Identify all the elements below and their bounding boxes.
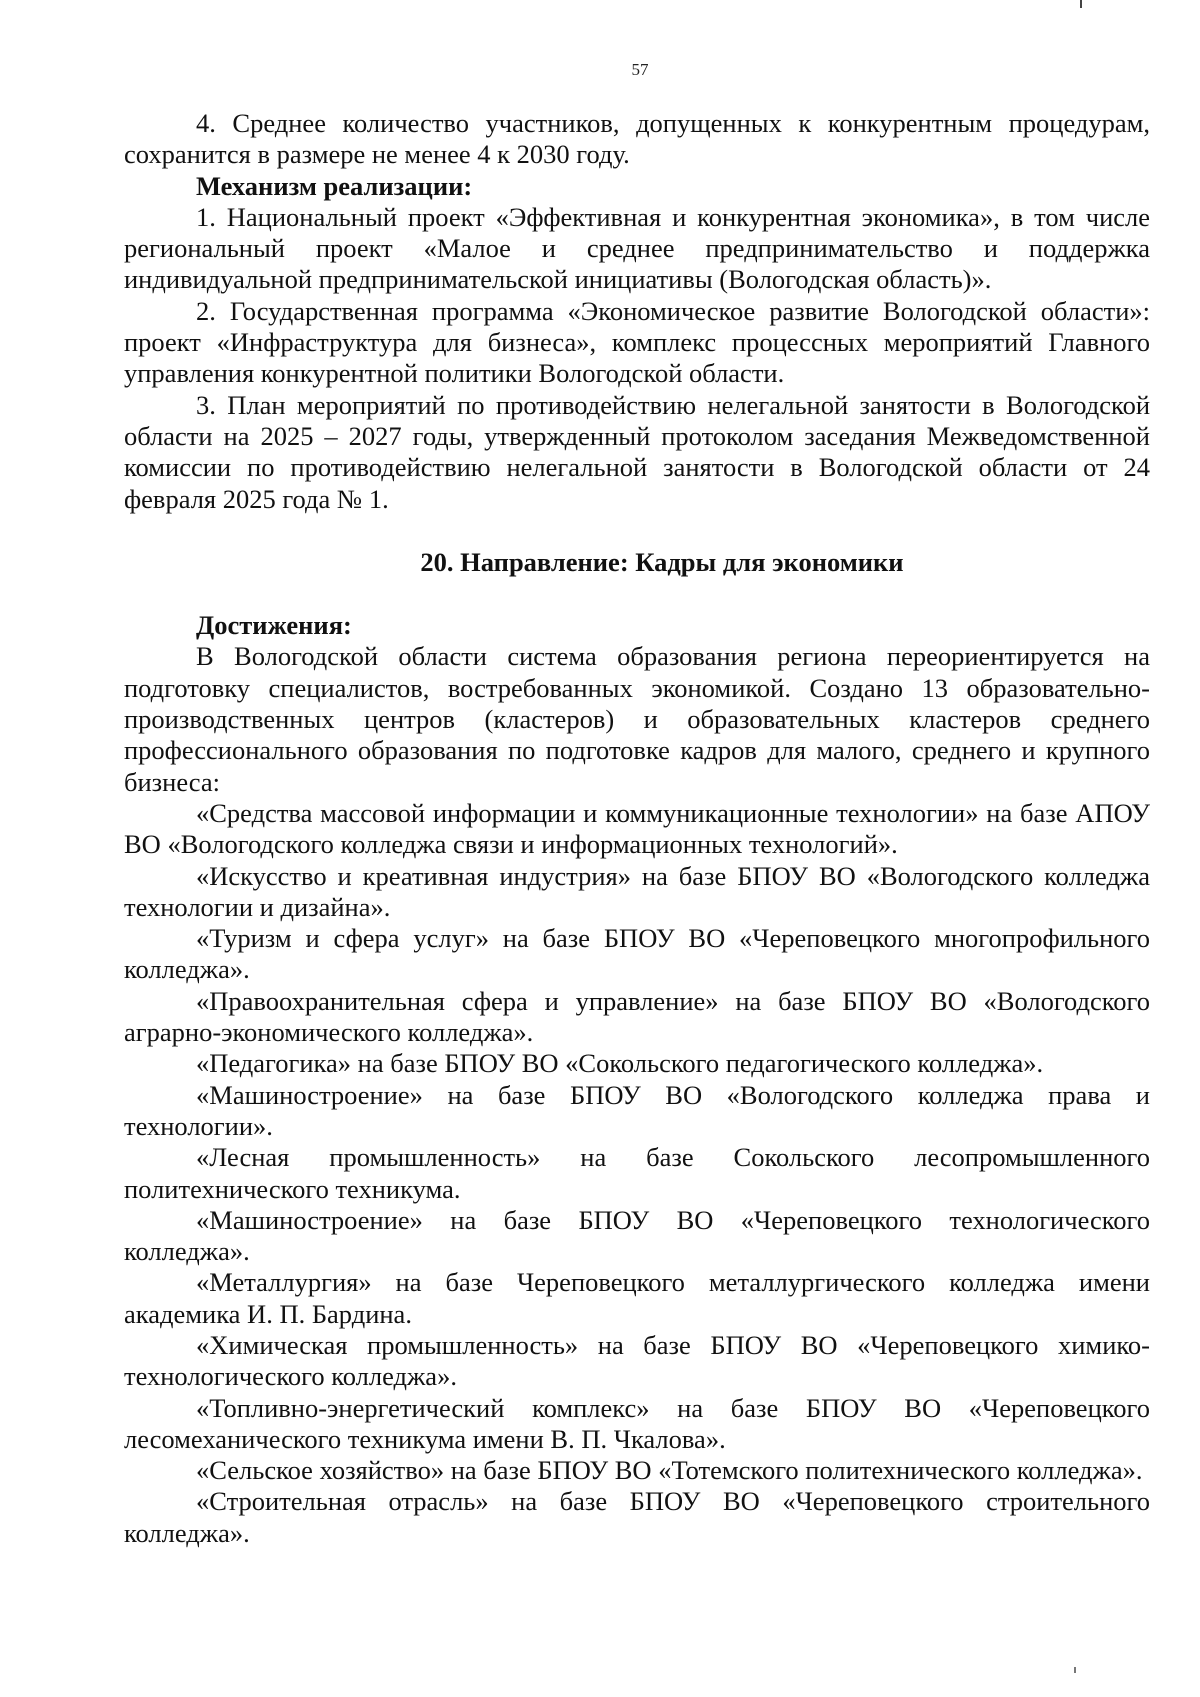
section-title: 20. Направление: Кадры для экономики <box>420 546 904 577</box>
cluster-item: «Машиностроение» на базе БПОУ ВО «Вологодского колледжа права и технологии». <box>124 1079 1150 1141</box>
cluster-item: «Искусство и креативная индустрия» на базе БПОУ ВО «Вологодского колледжа технологии и дизайна». <box>124 860 1150 922</box>
cluster-item: «Металлургия» на базе Череповецкого металлургического колледжа имени академика И. П. Бардина. <box>124 1267 1150 1329</box>
cluster-item: «Химическая промышленность» на базе БПОУ ВО «Череповецкого химико-технологического колледжа». <box>124 1329 1150 1392</box>
document-body <box>124 108 1150 1549</box>
cluster-item: «Машиностроение» на базе БПОУ ВО «Череповецкого технологического колледжа». <box>124 1204 1150 1267</box>
achievements-intro: В Вологодской области система образования региона переориентируется на подготовку специалистов, востребованных экономикой. Создано 13 образовательно-производственных центров (кластеров) и образовательных кластеров среднего профессионального образования по подготовке кадров для малого, среднего и крупного бизнеса: <box>124 641 1150 797</box>
cluster-item: «Топливно-энергетический комплекс» на базе БПОУ ВО «Череповецкого лесомеханического техникума имени В. П. Чкалова». <box>124 1392 1150 1454</box>
mechanism-item: 3. План мероприятий по противодействию нелегальной занятости в Вологодской области на 2025 – 2027 годы, утвержденный протоколом заседания Межведомственной комиссии по противодействию нелегальной занятости в Вологодской области от 24 февраля 2025 года № 1. <box>124 389 1150 514</box>
cluster-item: «Сельское хозяйство» на базе БПОУ ВО «Тотемского политехнического колледжа». <box>196 1455 1143 1486</box>
cluster-item: «Строительная отрасль» на базе БПОУ ВО «Череповецкого строительного колледжа». <box>124 1486 1150 1548</box>
cluster-item: «Средства массовой информации и коммуникационные технологии» на базе АПОУ ВО «Вологодского колледжа связи и информационных технологий». <box>124 797 1150 860</box>
achievements-heading: Достижения: <box>196 610 352 641</box>
intro-paragraph: 4. Среднее количество участников, допущенных к конкурентным процедурам, сохранится в размере не менее 4 к 2030 году. <box>124 108 1150 170</box>
cluster-item: «Туризм и сфера услуг» на базе БПОУ ВО «Череповецкого многопрофильного колледжа». <box>124 923 1150 985</box>
cluster-item: «Лесная промышленность» на базе Сокольского лесопромышленного политехнического техникума. <box>124 1142 1150 1204</box>
cluster-item: «Педагогика» на базе БПОУ ВО «Сокольского педагогического колледжа». <box>196 1048 1044 1079</box>
mechanism-heading: Механизм реализации: <box>196 170 473 201</box>
mechanism-item: 2. Государственная программа «Экономическое развитие Вологодской области»: проект «Инфраструктура для бизнеса», комплекс процессных мероприятий Главного управления конкурентной политики Вологодской области. <box>124 295 1150 389</box>
scan-mark <box>1074 1667 1076 1673</box>
scan-mark <box>1080 0 1082 8</box>
cluster-item: «Правоохранительная сфера и управление» на базе БПОУ ВО «Вологодского аграрно-экономического колледжа». <box>124 985 1150 1048</box>
page-number: 57 <box>631 60 649 79</box>
mechanism-item: 1. Национальный проект «Эффективная и конкурентная экономика», в том числе региональный проект «Малое и среднее предпринимательство и поддержка индивидуальной предпринимательской инициативы (Вологодская область)». <box>124 201 1150 295</box>
